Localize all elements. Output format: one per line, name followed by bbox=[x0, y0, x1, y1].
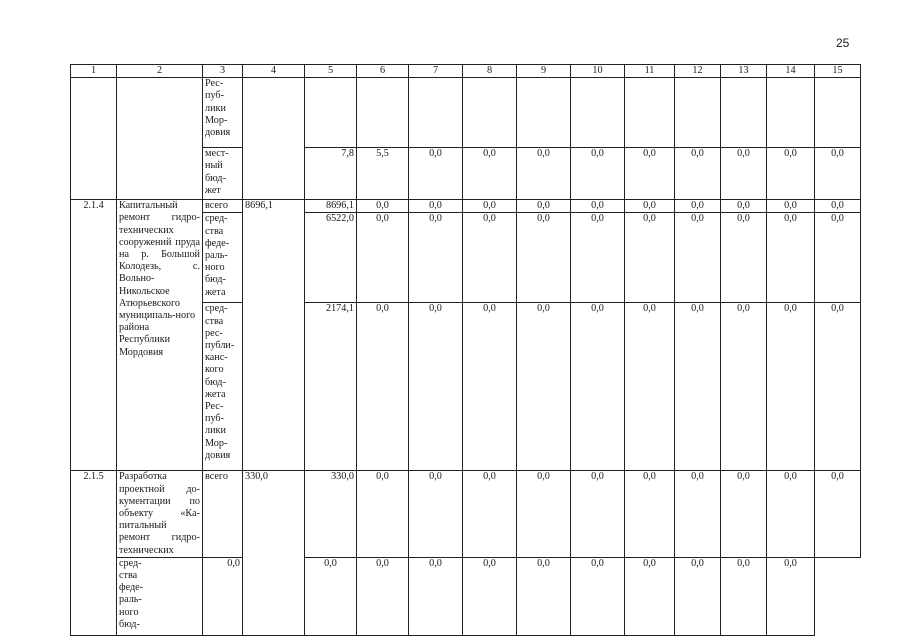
value-cell-col5 bbox=[305, 78, 357, 148]
table-header-row bbox=[71, 65, 861, 78]
value-cell-col13: 0,0 bbox=[721, 200, 767, 213]
value-cell-col6 bbox=[357, 78, 409, 148]
value-cell-col15: 0,0 bbox=[815, 471, 861, 557]
header-cell-15: 15 bbox=[815, 65, 861, 78]
value-cell-col7: 0,0 bbox=[409, 303, 463, 471]
value-cell-col13: 0,0 bbox=[721, 303, 767, 471]
value-cell-col8: 0,0 bbox=[409, 557, 463, 635]
value-cell-col14: 0,0 bbox=[767, 471, 815, 557]
row-number-cell: 2.1.5 bbox=[71, 471, 117, 557]
header-cell-13: 13 bbox=[721, 65, 767, 78]
funding-source-cell: всего bbox=[203, 471, 243, 557]
total-amount-cell bbox=[243, 78, 305, 200]
value-cell-col10: 0,0 bbox=[571, 303, 625, 471]
value-cell-col9 bbox=[517, 78, 571, 148]
row-number-cell bbox=[71, 148, 117, 200]
value-cell-col9: 0,0 bbox=[517, 303, 571, 471]
value-cell-col5: 2174,1 bbox=[305, 303, 357, 471]
value-cell-col8 bbox=[463, 78, 517, 148]
value-cell-col10 bbox=[571, 78, 625, 148]
value-cell-col7 bbox=[409, 78, 463, 148]
value-cell-col11: 0,0 bbox=[625, 213, 675, 303]
header-cell-7: 7 bbox=[409, 65, 463, 78]
header-cell-5: 5 bbox=[305, 65, 357, 78]
row-number-cell bbox=[71, 78, 117, 148]
value-cell-col14: 0,0 bbox=[767, 213, 815, 303]
value-cell-col8: 0,0 bbox=[463, 213, 517, 303]
value-cell-col15: 0,0 bbox=[767, 557, 815, 635]
value-cell-col11: 0,0 bbox=[571, 557, 625, 635]
header-cell-1: 1 bbox=[71, 65, 117, 78]
value-cell-col14 bbox=[767, 78, 815, 148]
value-cell-col8: 0,0 bbox=[463, 148, 517, 200]
value-cell-col14: 0,0 bbox=[767, 303, 815, 471]
value-cell-col11 bbox=[625, 78, 675, 148]
value-cell-col13: 0,0 bbox=[721, 471, 767, 557]
item-name-cell: Разработка проектной до-кументации по объекту «Ка-питальный ремонт гидро-технических bbox=[117, 471, 203, 557]
total-amount-cell: 330,0 bbox=[243, 471, 305, 635]
item-name-cell bbox=[117, 148, 203, 200]
value-cell-col10: 0,0 bbox=[571, 471, 625, 557]
funding-source-cell: сред- ства рес- публи- канс- кого бюд- жета Рес- пуб- лики Мор- довия bbox=[203, 303, 243, 471]
value-cell-col12: 0,0 bbox=[675, 148, 721, 200]
value-cell-col15: 0,0 bbox=[815, 213, 861, 303]
budget-table bbox=[70, 64, 861, 636]
item-name-cell bbox=[117, 78, 203, 148]
value-cell-col13 bbox=[721, 78, 767, 148]
row-number-cell bbox=[71, 303, 117, 471]
value-cell-col5: 8696,1 bbox=[305, 200, 357, 213]
value-cell-col14: 0,0 bbox=[767, 148, 815, 200]
value-cell-col14: 0,0 bbox=[767, 200, 815, 213]
value-cell-col10: 0,0 bbox=[517, 557, 571, 635]
value-cell-col15: 0,0 bbox=[815, 303, 861, 471]
value-cell-col11: 0,0 bbox=[625, 200, 675, 213]
value-cell-col5: 330,0 bbox=[305, 471, 357, 557]
value-cell-col12: 0,0 bbox=[675, 303, 721, 471]
funding-source-cell: мест- ный бюд- жет bbox=[203, 148, 243, 200]
value-cell-col13: 0,0 bbox=[721, 213, 767, 303]
row-number-cell bbox=[71, 557, 117, 635]
header-cell-9: 9 bbox=[517, 65, 571, 78]
value-cell-col9: 0,0 bbox=[517, 148, 571, 200]
page-number: 25 bbox=[836, 36, 850, 50]
value-cell-col9: 0,0 bbox=[463, 557, 517, 635]
value-cell-col11: 0,0 bbox=[625, 471, 675, 557]
value-cell-col9: 0,0 bbox=[517, 200, 571, 213]
value-cell-col11: 0,0 bbox=[625, 148, 675, 200]
value-cell-col8: 0,0 bbox=[463, 303, 517, 471]
value-cell-col6: 0,0 bbox=[357, 303, 409, 471]
value-cell-col15: 0,0 bbox=[815, 148, 861, 200]
value-cell-col13: 0,0 bbox=[721, 148, 767, 200]
table-row bbox=[71, 200, 861, 213]
value-cell-col12: 0,0 bbox=[675, 471, 721, 557]
funding-source-cell: всего bbox=[203, 200, 243, 213]
funding-source-cell: Рес- пуб- лики Мор- довия bbox=[203, 78, 243, 148]
item-name-cell: Капитальный ремонт гидро-технических сооружений пруда на р. Большой Колодезь, с. Вольно-Никольское Атюрьевского муниципаль-ного района Республики Мордовия bbox=[117, 200, 203, 471]
header-cell-3: 3 bbox=[203, 65, 243, 78]
value-cell-col5: 6522,0 bbox=[305, 213, 357, 303]
value-cell-col11: 0,0 bbox=[625, 303, 675, 471]
value-cell-col15 bbox=[815, 78, 861, 148]
value-cell-col7: 0,0 bbox=[409, 471, 463, 557]
header-cell-6: 6 bbox=[357, 65, 409, 78]
funding-source-cell: сред- ства феде- раль- ного бюд- bbox=[117, 557, 203, 635]
header-cell-10: 10 bbox=[571, 65, 625, 78]
value-cell-col7: 0,0 bbox=[409, 148, 463, 200]
value-cell-col15: 0,0 bbox=[815, 200, 861, 213]
header-cell-2: 2 bbox=[117, 65, 203, 78]
value-cell-col9: 0,0 bbox=[517, 213, 571, 303]
row-number-cell bbox=[71, 213, 117, 303]
value-cell-col14: 0,0 bbox=[721, 557, 767, 635]
table-row bbox=[71, 148, 861, 200]
table-row bbox=[71, 78, 861, 148]
value-cell-col12: 0,0 bbox=[625, 557, 675, 635]
value-cell-col10: 0,0 bbox=[571, 148, 625, 200]
value-cell-col12: 0,0 bbox=[675, 200, 721, 213]
value-cell-col6: 0,0 bbox=[305, 557, 357, 635]
header-cell-14: 14 bbox=[767, 65, 815, 78]
header-cell-8: 8 bbox=[463, 65, 517, 78]
value-cell-col6: 0,0 bbox=[357, 471, 409, 557]
value-cell-col8: 0,0 bbox=[463, 200, 517, 213]
header-cell-11: 11 bbox=[625, 65, 675, 78]
row-number-cell: 2.1.4 bbox=[71, 200, 117, 213]
header-cell-4: 4 bbox=[243, 65, 305, 78]
value-cell-col7: 0,0 bbox=[409, 213, 463, 303]
total-amount-cell: 8696,1 bbox=[243, 200, 305, 471]
value-cell-col10: 0,0 bbox=[571, 213, 625, 303]
value-cell-col6: 0,0 bbox=[357, 200, 409, 213]
table-row bbox=[71, 557, 861, 635]
value-cell-col12 bbox=[675, 78, 721, 148]
value-cell-col12: 0,0 bbox=[675, 213, 721, 303]
header-cell-12: 12 bbox=[675, 65, 721, 78]
value-cell-col6: 5,5 bbox=[357, 148, 409, 200]
value-cell-col5: 7,8 bbox=[305, 148, 357, 200]
table-row bbox=[71, 471, 861, 557]
value-cell-col9: 0,0 bbox=[517, 471, 571, 557]
value-cell-col5: 0,0 bbox=[203, 557, 243, 635]
funding-source-cell: сред- ства феде- раль- ного бюд- жета bbox=[203, 213, 243, 303]
value-cell-col7: 0,0 bbox=[409, 200, 463, 213]
value-cell-col10: 0,0 bbox=[571, 200, 625, 213]
value-cell-col6: 0,0 bbox=[357, 213, 409, 303]
value-cell-col8: 0,0 bbox=[463, 471, 517, 557]
value-cell-col13: 0,0 bbox=[675, 557, 721, 635]
value-cell-col7: 0,0 bbox=[357, 557, 409, 635]
